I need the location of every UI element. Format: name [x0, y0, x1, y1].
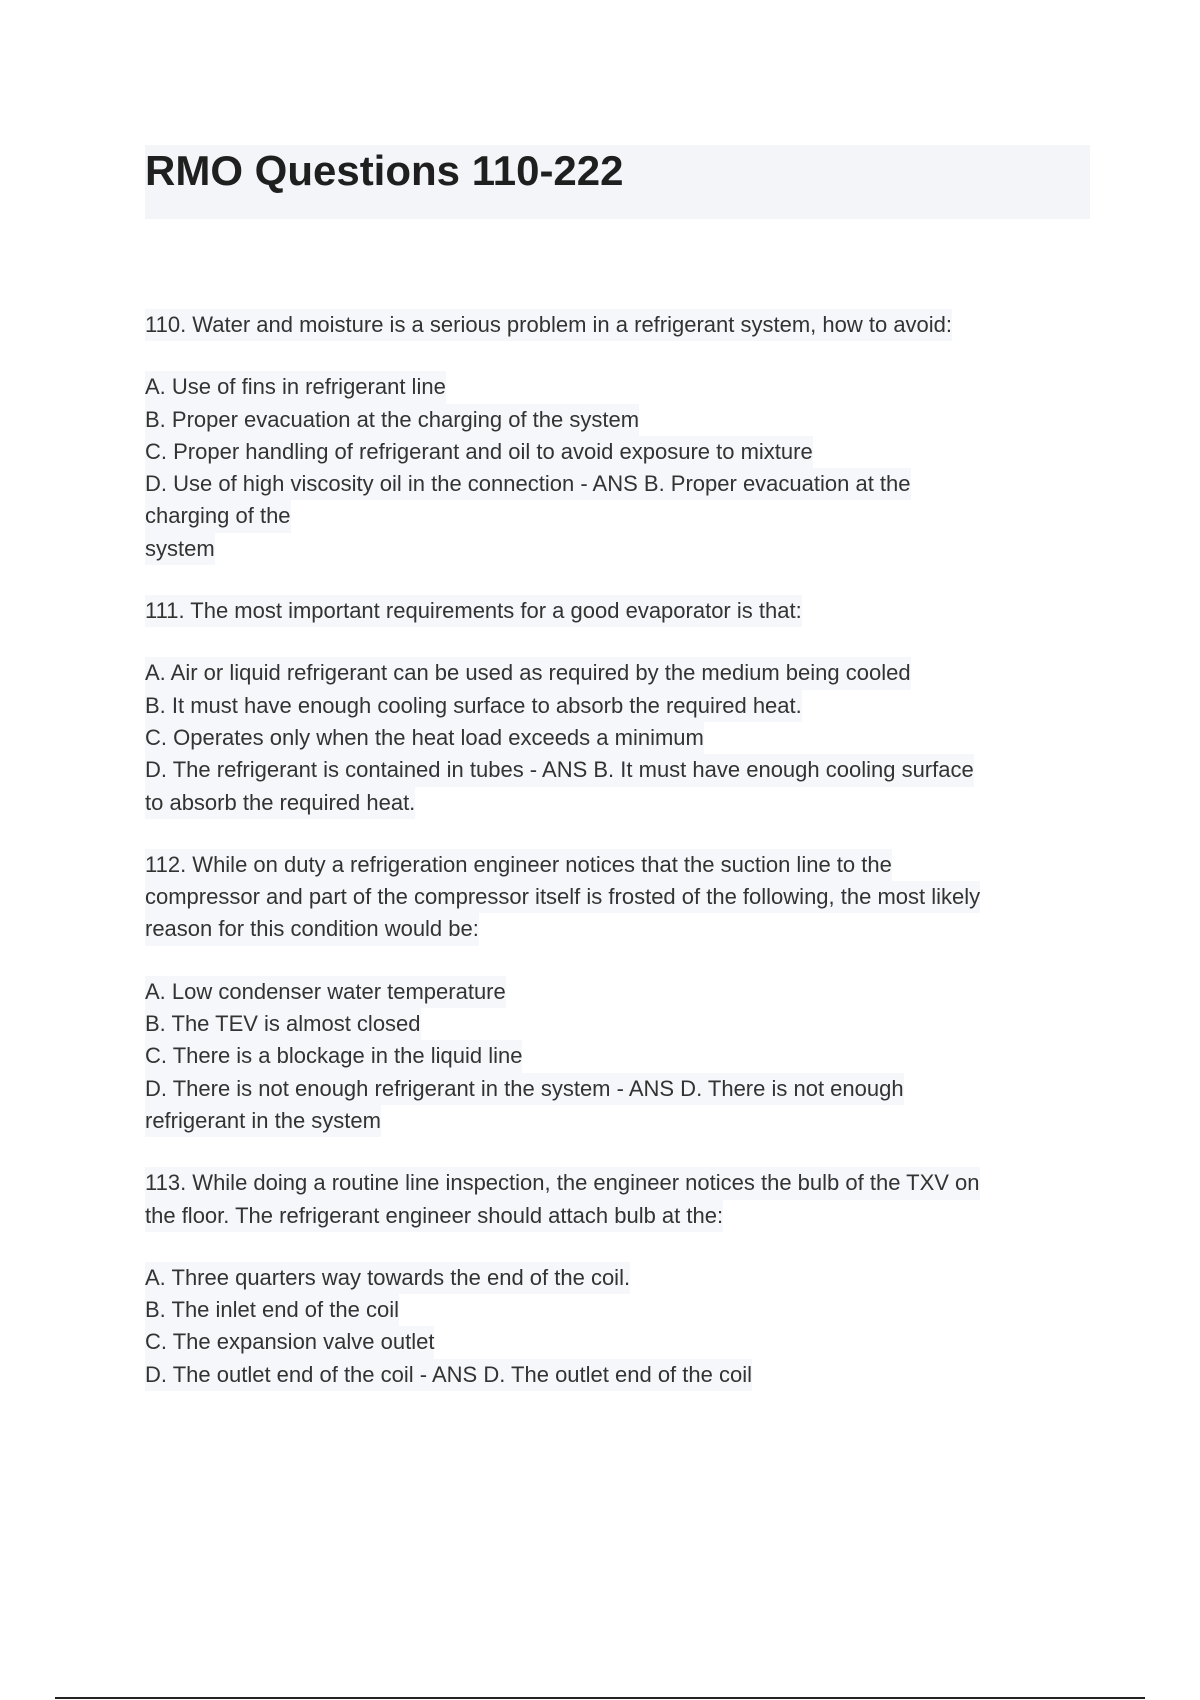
- option-line: C. Proper handling of refrigerant and oil to avoid exposure to mixture: [145, 436, 813, 468]
- option-line: A. Low condenser water temperature: [145, 976, 506, 1008]
- question-stem: [145, 849, 1090, 946]
- option-line: A. Use of fins in refrigerant line: [145, 371, 446, 403]
- option-line: D. The refrigerant is contained in tubes - ANS B. It must have enough cooling surface: [145, 754, 974, 786]
- question-options: [145, 1262, 1090, 1391]
- stem-line: the floor. The refrigerant engineer should attach bulb at the:: [145, 1200, 723, 1232]
- question-110: [145, 309, 1090, 565]
- question-stem: [145, 309, 1090, 341]
- question-111: [145, 595, 1090, 819]
- stem-line: reason for this condition would be:: [145, 913, 479, 945]
- stem-line: 110. Water and moisture is a serious problem in a refrigerant system, how to avoid:: [145, 309, 952, 341]
- option-line: B. The TEV is almost closed: [145, 1008, 421, 1040]
- option-line: B. Proper evacuation at the charging of the system: [145, 404, 639, 436]
- option-line: to absorb the required heat.: [145, 787, 415, 819]
- option-line: charging of the: [145, 500, 291, 532]
- question-options: [145, 976, 1090, 1137]
- stem-line: 112. While on duty a refrigeration engineer notices that the suction line to the: [145, 849, 892, 881]
- stem-line: 111. The most important requirements for a good evaporator is that:: [145, 595, 802, 627]
- option-line: C. There is a blockage in the liquid line: [145, 1040, 522, 1072]
- option-line: C. Operates only when the heat load exceeds a minimum: [145, 722, 704, 754]
- question-stem: [145, 1167, 1090, 1232]
- stem-line: compressor and part of the compressor itself is frosted of the following, the most likely: [145, 881, 980, 913]
- option-line: D. There is not enough refrigerant in the system - ANS D. There is not enough: [145, 1073, 904, 1105]
- question-stem: [145, 595, 1090, 627]
- option-line: system: [145, 533, 215, 565]
- option-line: C. The expansion valve outlet: [145, 1326, 434, 1358]
- option-line: refrigerant in the system: [145, 1105, 381, 1137]
- option-line: D. Use of high viscosity oil in the connection - ANS B. Proper evacuation at the: [145, 468, 911, 500]
- question-list: [145, 309, 1090, 1391]
- option-line: D. The outlet end of the coil - ANS D. The outlet end of the coil: [145, 1359, 752, 1391]
- option-line: B. The inlet end of the coil: [145, 1294, 399, 1326]
- option-line: A. Air or liquid refrigerant can be used as required by the medium being cooled: [145, 657, 911, 689]
- stem-line: 113. While doing a routine line inspection, the engineer notices the bulb of the TXV on: [145, 1167, 980, 1199]
- question-options: [145, 371, 1090, 565]
- option-line: A. Three quarters way towards the end of the coil.: [145, 1262, 630, 1294]
- question-113: [145, 1167, 1090, 1391]
- question-options: [145, 657, 1090, 818]
- page-title: RMO Questions 110-222: [145, 147, 624, 194]
- option-line: B. It must have enough cooling surface to absorb the required heat.: [145, 690, 802, 722]
- footer-rule: [55, 1697, 1145, 1699]
- question-112: [145, 849, 1090, 1137]
